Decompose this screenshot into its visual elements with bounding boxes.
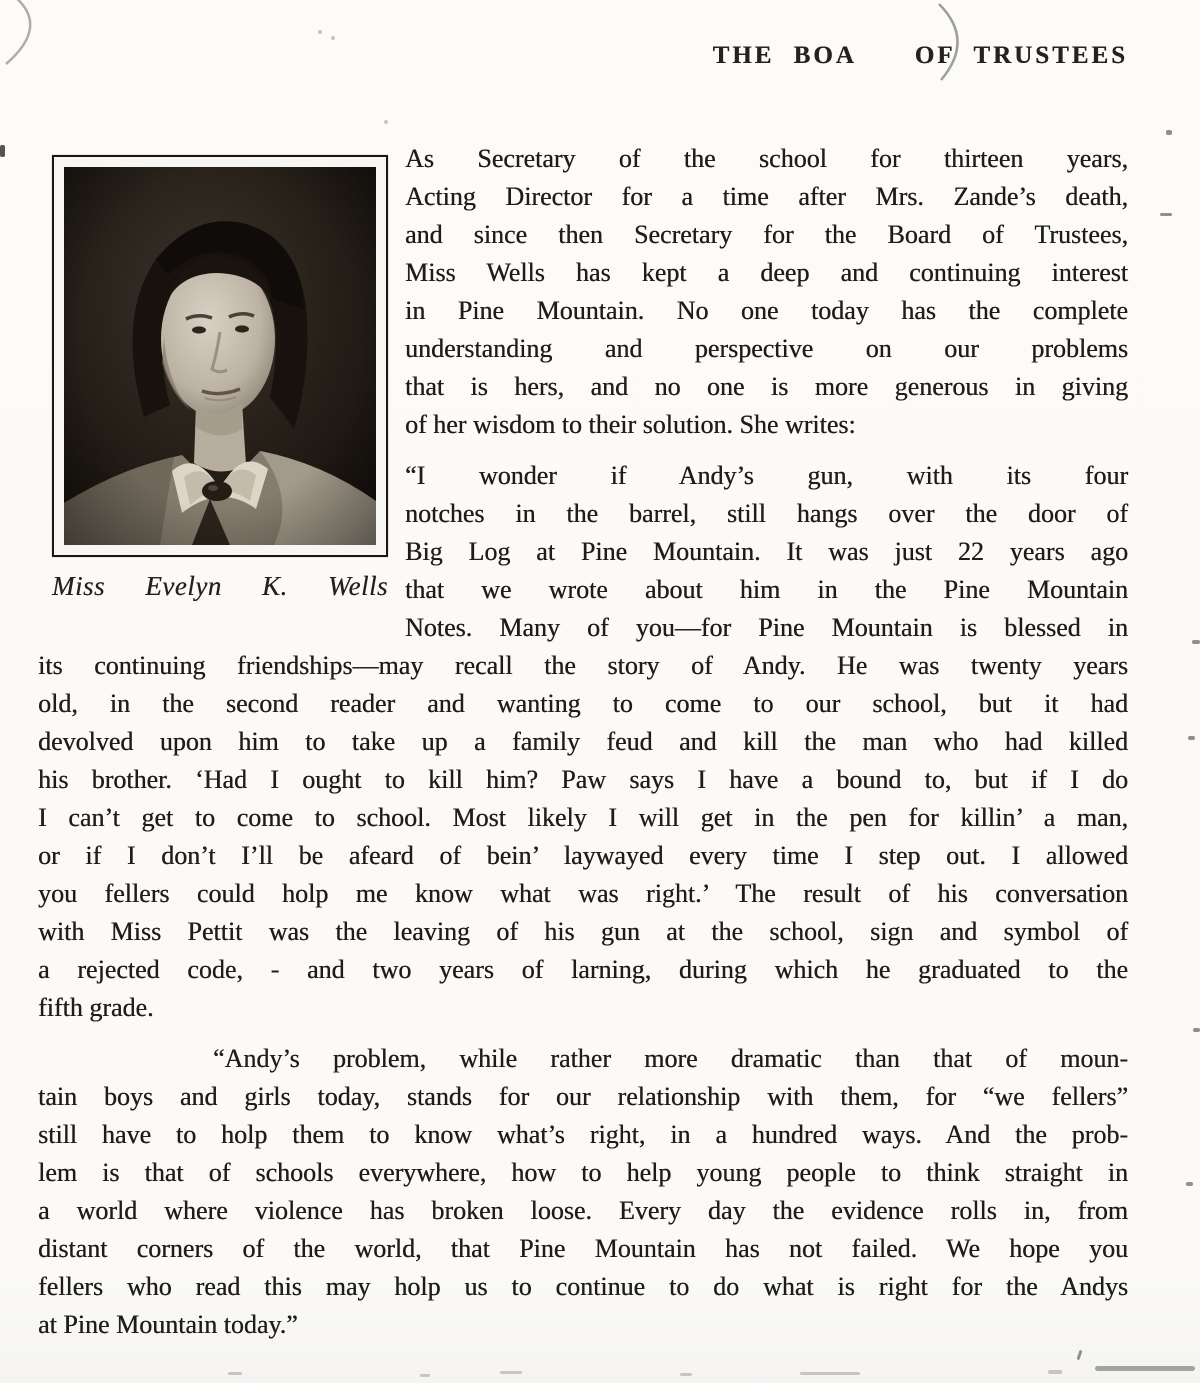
text-line: “I wonder if Andy’s gun, with its four — [405, 461, 1128, 490]
text-line: or if I don’t I’ll be afeard of bein’ laywayed every time I step out. I allowed — [38, 841, 1128, 870]
text-line: distant corners of the world, that Pine Mountain has not failed. We hope you — [38, 1234, 1128, 1263]
text-line: a world where violence has broken loose. Every day the evidence rolls in, from — [38, 1196, 1128, 1225]
text-line: tain boys and girls today, stands for our relationship with them, for “we fellers” — [38, 1082, 1128, 1111]
scan-bottom-smudge — [1095, 1366, 1195, 1371]
paragraph-andys-problem — [38, 1040, 1128, 1344]
text-line: understanding and perspective on our problems — [405, 334, 1128, 363]
text-line: that is hers, and no one is more generous in giving — [405, 372, 1128, 401]
text-line: Miss Wells has kept a deep and continuing interest — [405, 258, 1128, 287]
text-line: with Miss Pettit was the leaving of his gun at the school, sign and symbol of — [38, 917, 1128, 946]
scan-edge-mark — [1160, 213, 1172, 216]
scan-edge-mark — [1186, 1182, 1193, 1186]
scan-bottom-mark — [420, 1374, 430, 1377]
page-body-text — [38, 140, 1128, 1344]
portrait-photo — [64, 167, 376, 545]
text-line: As Secretary of the school for thirteen years, — [405, 144, 1128, 173]
scan-edge-mark — [1077, 1350, 1083, 1360]
page-running-head — [713, 42, 1128, 70]
scan-bottom-mark — [1048, 1370, 1062, 1374]
text-line: his brother. ‘Had I ought to kill him? Paw says I have a bound to, but if I do — [38, 765, 1128, 794]
text-line: Acting Director for a time after Mrs. Zande’s death, — [405, 182, 1128, 211]
text-line: old, in the second reader and wanting to come to our school, but it had — [38, 689, 1128, 718]
scan-bottom-mark — [228, 1372, 242, 1375]
scan-edge-mark — [0, 145, 5, 157]
scan-edge-mark — [1188, 736, 1195, 740]
text-line: of her wisdom to their solution. She writes: — [405, 410, 856, 439]
text-line: that we wrote about him in the Pine Mountain — [405, 575, 1128, 604]
running-head-left: THE BOA — [712, 42, 857, 69]
portrait-figure — [38, 140, 405, 642]
running-head-right: OF TRUSTEES — [914, 42, 1128, 69]
text-line: still have to holp them to know what’s right, in a hundred ways. And the prob- — [38, 1120, 1128, 1149]
scan-bottom-mark — [800, 1372, 860, 1375]
text-line: you fellers could holp me know what was right.’ The result of his conversation — [38, 879, 1128, 908]
text-line: fellers who read this may holp us to continue to do what is right for the Andys — [38, 1272, 1128, 1301]
text-line: fifth grade. — [38, 993, 154, 1022]
scan-speck — [331, 36, 335, 40]
scan-speck — [318, 30, 322, 34]
text-line: a rejected code, - and two years of larning, during which he graduated to the — [38, 955, 1128, 984]
text-line: lem is that of schools everywhere, how to help young people to think straight in — [38, 1158, 1128, 1187]
text-line: and since then Secretary for the Board of Trustees, — [405, 220, 1128, 249]
portrait-caption: Miss Evelyn K. Wells — [52, 571, 388, 601]
scan-edge-mark — [1193, 1028, 1200, 1032]
text-line: “Andy’s problem, while rather more dramatic than that of moun- — [213, 1044, 1128, 1073]
text-line: its continuing friendships—may recall the story of Andy. He was twenty years — [38, 651, 1128, 680]
scan-bottom-mark — [680, 1373, 692, 1376]
text-line: I can’t get to come to school. Most likely I will get in the pen for killin’ a man, — [38, 803, 1128, 832]
scan-edge-mark — [1166, 130, 1172, 135]
text-line: in Pine Mountain. No one today has the complete — [405, 296, 1128, 325]
scan-bottom-mark — [500, 1371, 522, 1374]
text-line: at Pine Mountain today.” — [38, 1310, 298, 1339]
scan-speck — [384, 120, 388, 124]
page-curl-mark-top-left — [0, 0, 62, 74]
text-line: Big Log at Pine Mountain. It was just 22 years ago — [405, 537, 1128, 566]
portrait-photo-frame — [52, 155, 388, 557]
scan-edge-mark — [1192, 640, 1200, 644]
text-line: Notes. Many of you—for Pine Mountain is blessed in — [405, 613, 1128, 642]
text-line: notches in the barrel, still hangs over the door of — [405, 499, 1128, 528]
text-line: devolved upon him to take up a family feud and kill the man who had killed — [38, 727, 1128, 756]
